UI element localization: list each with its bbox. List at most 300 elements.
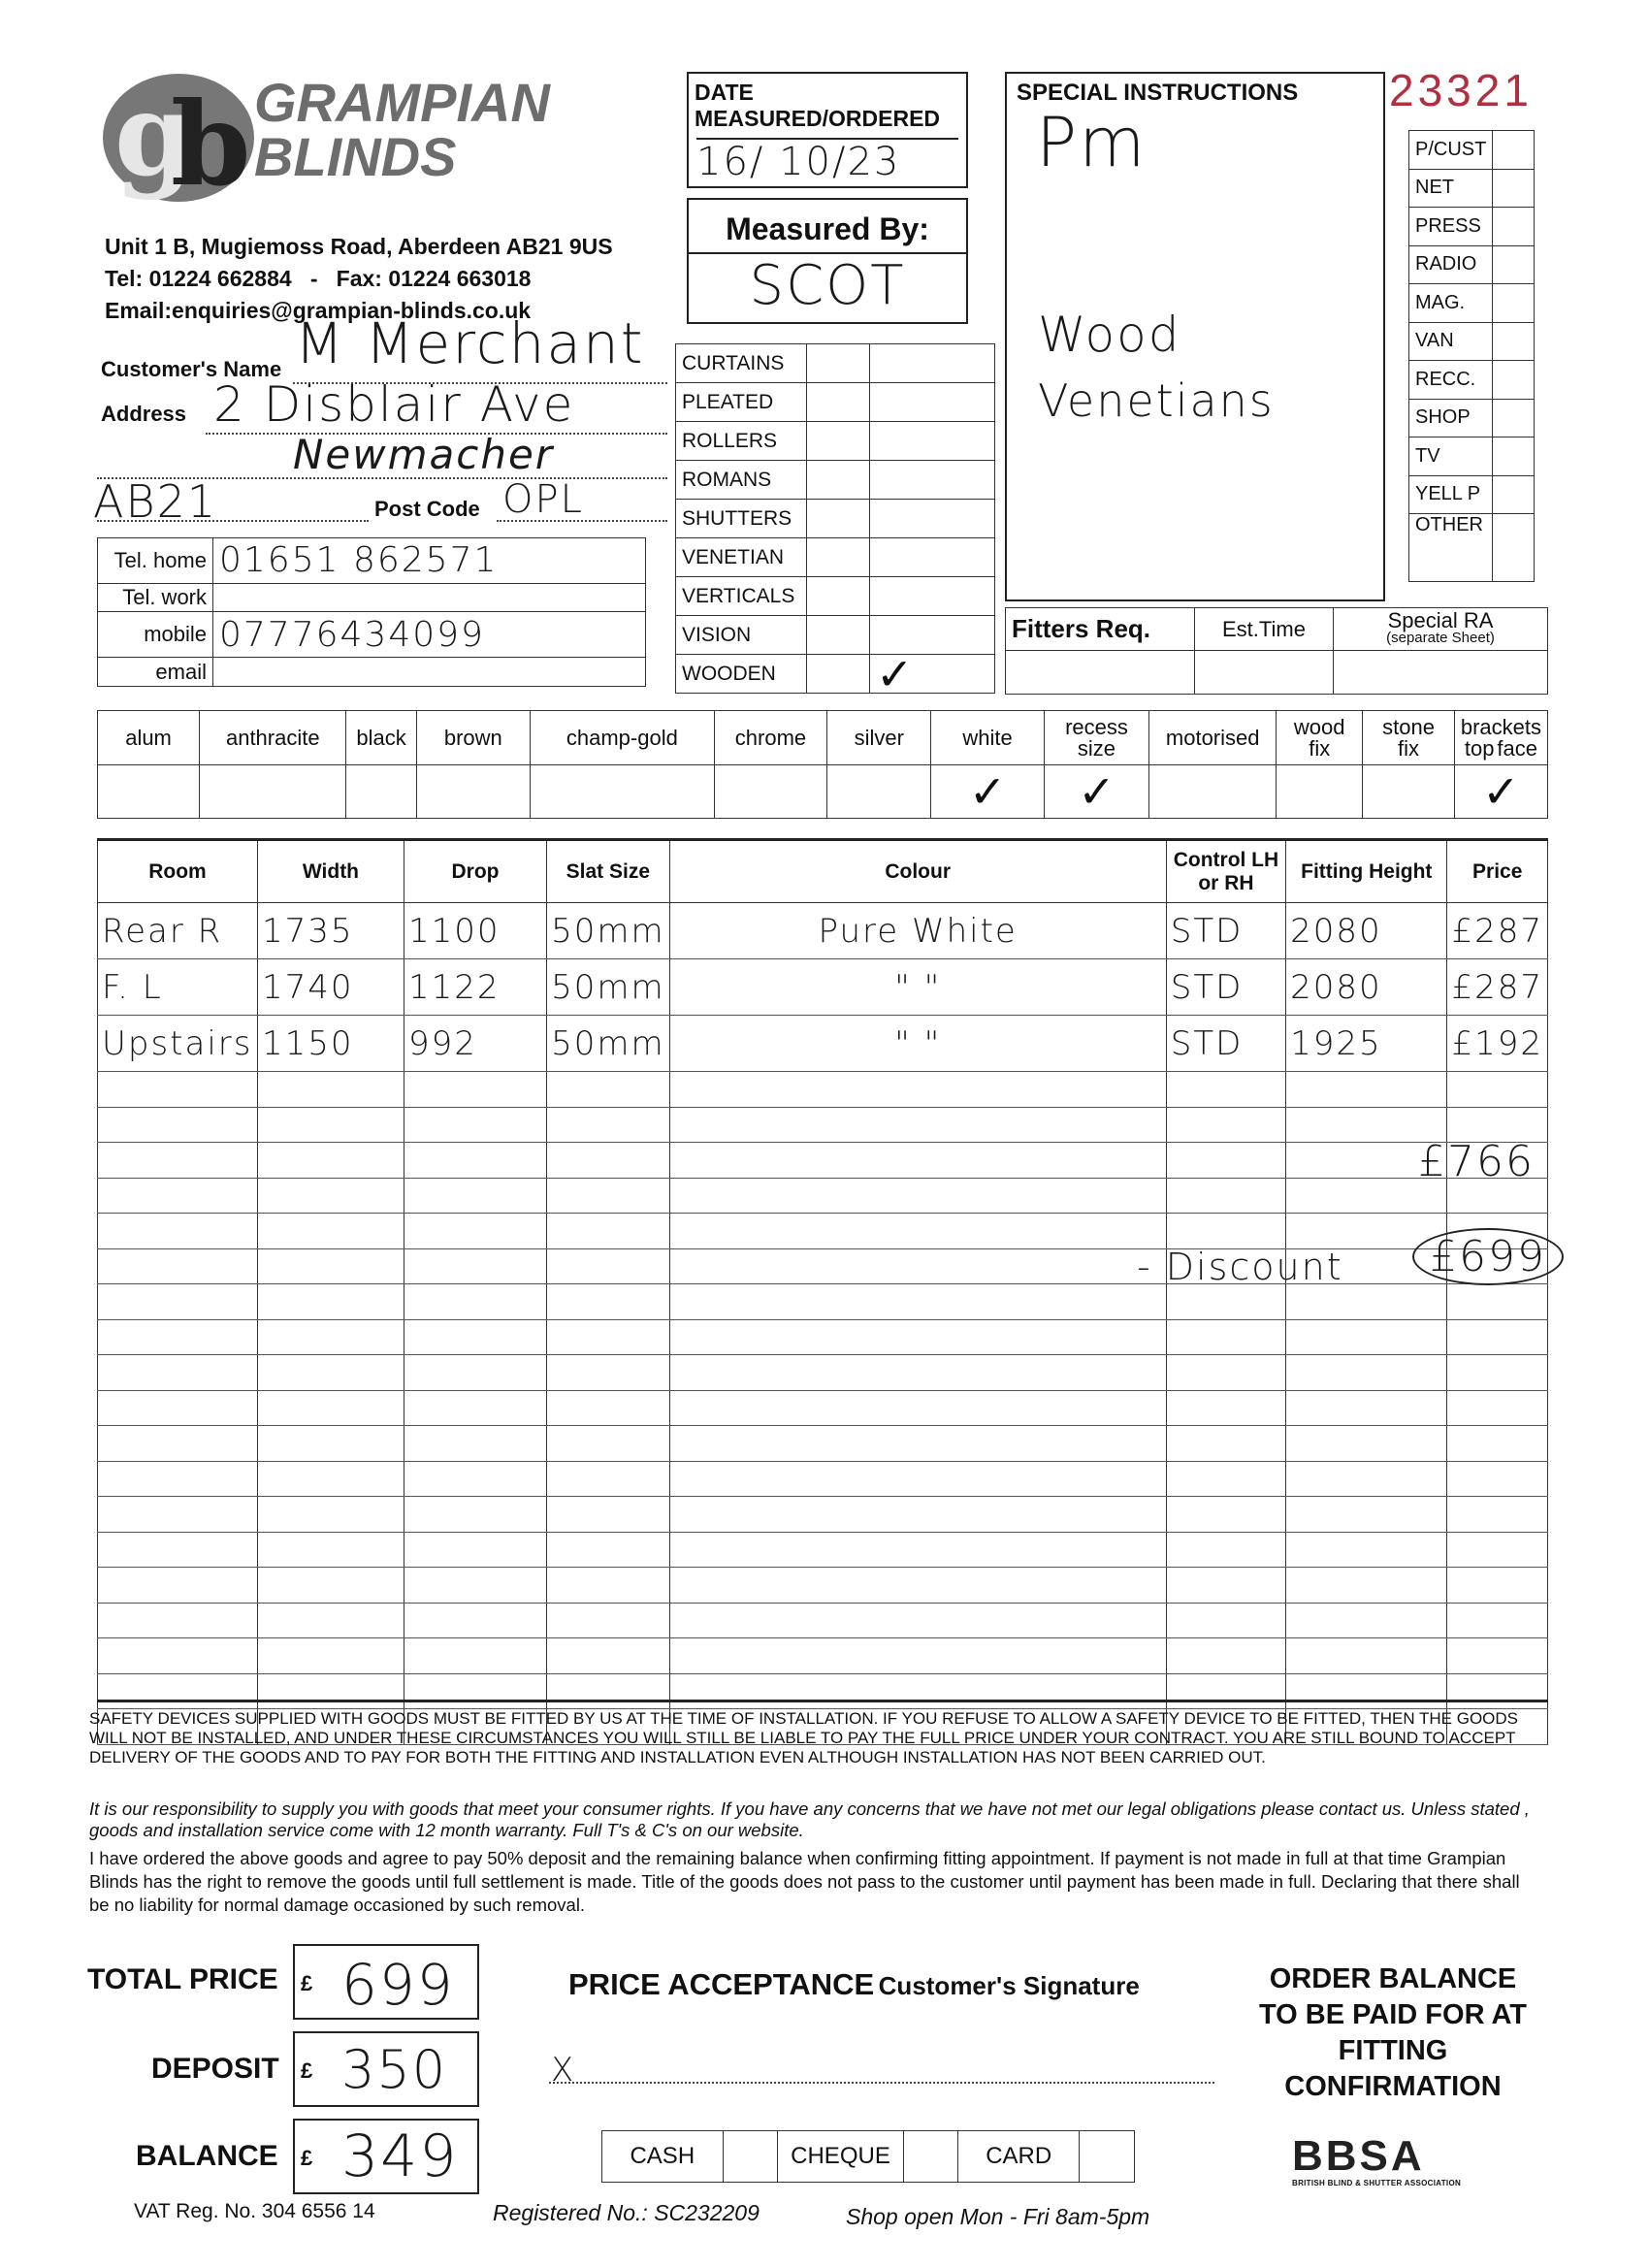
source-list [1408,130,1535,582]
special-ra-value[interactable] [1334,651,1548,695]
source-label: NET [1409,169,1493,208]
cell-control[interactable] [1166,1568,1285,1604]
deposit-value[interactable]: 350 [341,2039,448,2100]
cell-height[interactable] [1286,1673,1447,1709]
postcode-value[interactable]: OPL [502,477,584,522]
cell-height[interactable] [1286,1568,1447,1604]
cell-room[interactable]: Upstairs [98,1016,258,1072]
cell-room[interactable] [98,1072,258,1108]
terms-safety: SAFETY DEVICES SUPPLIED WITH GOODS MUST BE FITTED BY US AT THE TIME OF INSTALLATION. IF YOU REFUSE TO ALLOW A SAFETY DEVICE TO BE FITTED, THEN THE GOODS WILL NOT BE INSTALLED, AND UNDER THESE CIRCUMSTANCES YOU WILL STILL BE LIABLE TO PAY THE FULL PRICE UNDER YOUR CONTRACT. YOU ARE STILL BOUND TO ACCEPT DELIVERY OF THE GOODS AND TO PAY FOR BOTH THE FITTING AND INSTALLATION EVEN ALTHOUGH INSTALLATION HAS NOT BEEN CARRIED OUT. [89,1709,1519,1766]
cell-control[interactable] [1166,1532,1285,1568]
mobile-value[interactable]: 07776434099 [213,612,646,658]
cell-slat[interactable] [547,1178,670,1214]
cell-colour[interactable] [669,1603,1166,1638]
cell-slat[interactable] [547,1426,670,1462]
customer-name-value[interactable]: M Merchant [295,310,645,376]
email-label: email [98,658,213,687]
brackets-label: brackets [1460,714,1541,739]
cell-colour[interactable] [669,1426,1166,1462]
cell-control[interactable] [1166,1107,1285,1143]
discount-label: - Discount [1137,1246,1343,1288]
options-table [97,710,1548,819]
cell-room[interactable] [98,1107,258,1143]
source-checkbox[interactable] [1493,131,1535,170]
special-instructions-label: SPECIAL INSTRUCTIONS [1017,80,1299,106]
cell-room[interactable] [98,1390,258,1426]
cell-drop[interactable] [404,1214,546,1249]
cell-slat[interactable]: 50mm [547,903,670,959]
cell-colour[interactable] [669,1178,1166,1214]
product-type-cell[interactable] [807,655,870,694]
measured-by-value[interactable]: SCOT [749,254,906,317]
table-row [98,1673,1548,1709]
option-check[interactable] [416,765,530,819]
cell-price[interactable] [1447,1532,1548,1568]
measurement-table [97,840,1548,1745]
product-type-check[interactable] [870,538,995,577]
cell-room[interactable] [98,1214,258,1249]
cell-drop[interactable] [404,1426,546,1462]
deposit-label: DEPOSIT [151,2053,279,2085]
address-line3[interactable]: AB21 [93,475,218,528]
company-email: Email:enquiries@grampian-blinds.co.uk [105,298,532,323]
cell-width[interactable] [257,1532,404,1568]
cell-slat[interactable] [547,1390,670,1426]
cell-width[interactable] [257,1284,404,1320]
column-header: Fitting Height [1286,841,1447,903]
table-row [98,1319,1548,1355]
product-type-label: ROLLERS [676,422,807,461]
special-instructions-box [1005,72,1385,601]
contact-table [97,537,646,687]
product-type-label: PLEATED [676,383,807,422]
cell-colour[interactable] [669,1319,1166,1355]
cell-control[interactable] [1166,1390,1285,1426]
table-row [98,959,1548,1016]
balance-currency: £ [301,2146,313,2170]
cell-room[interactable] [98,1178,258,1214]
table-row [98,1426,1548,1462]
total-label: TOTAL PRICE [87,1963,278,1995]
cell-width[interactable] [257,1426,404,1462]
cell-drop[interactable] [404,1532,546,1568]
cell-drop[interactable] [404,1178,546,1214]
source-checkbox[interactable] [1493,245,1535,284]
product-type-label: VERTICALS [676,577,807,616]
option-label: chrome [714,711,826,765]
cell-room[interactable] [98,1638,258,1674]
cell-drop[interactable] [404,1390,546,1426]
payment-card-checkbox[interactable] [1080,2131,1135,2183]
cell-width[interactable] [257,1673,404,1709]
product-type-check[interactable] [870,648,995,699]
cell-colour[interactable] [669,1390,1166,1426]
option-label: white [931,711,1044,765]
cell-colour[interactable] [669,1673,1166,1709]
cell-height[interactable] [1286,1603,1447,1638]
cell-price[interactable] [1447,1638,1548,1674]
source-label: YELL P [1409,475,1493,514]
customer-name-label: Customer's Name [101,357,282,381]
cell-width[interactable] [257,1638,404,1674]
cell-slat[interactable] [547,1532,670,1568]
check-mark-icon: ✓ [968,766,1007,817]
source-checkbox[interactable] [1493,169,1535,208]
cell-room[interactable] [98,1673,258,1709]
registered-number: Registered No.: SC232209 [493,2200,760,2225]
cell-colour[interactable] [669,1355,1166,1391]
cell-height[interactable] [1286,1426,1447,1462]
product-type-check[interactable] [870,383,995,422]
product-type-label: ROMANS [676,461,807,500]
product-type-label: CURTAINS [676,344,807,383]
payment-cash-label: CASH [602,2131,724,2183]
option-check[interactable] [1149,765,1277,819]
check-mark-icon: ✓ [1078,766,1116,817]
cell-drop[interactable] [404,1638,546,1674]
product-type-cell[interactable] [807,577,870,616]
acceptance-title: PRICE ACCEPTANCE [568,1967,875,2001]
cell-price[interactable] [1447,1497,1548,1533]
cell-price[interactable] [1447,1355,1548,1391]
column-header: Drop [404,841,546,903]
payment-cheque-checkbox[interactable] [903,2131,958,2183]
cell-colour[interactable] [669,1143,1166,1179]
column-header: Width [257,841,404,903]
source-checkbox[interactable] [1493,514,1535,582]
cell-drop[interactable] [404,1497,546,1533]
cell-room[interactable] [98,1248,258,1284]
cell-height[interactable] [1286,1355,1447,1391]
cell-width[interactable] [257,1568,404,1604]
product-type-cell[interactable] [807,461,870,500]
cell-price[interactable] [1447,1673,1548,1709]
table-bottom-rule [97,1700,1548,1702]
measured-by-box [687,198,968,324]
cell-control[interactable] [1166,1284,1285,1320]
cell-height[interactable] [1286,1532,1447,1568]
est-time-value[interactable] [1195,651,1334,695]
product-type-label: SHUTTERS [676,500,807,538]
option-check[interactable] [98,765,200,819]
cell-width[interactable] [257,1143,404,1179]
company-name: GRAMPIAN BLINDS [254,72,550,187]
cell-height[interactable] [1286,1638,1447,1674]
bracket-top-label: top [1464,735,1495,761]
address-label: Address [101,402,187,426]
cell-slat[interactable] [547,1284,670,1320]
cell-drop[interactable] [404,1072,546,1108]
product-type-cell[interactable] [807,500,870,538]
special-line2[interactable]: Wood [1038,307,1181,363]
cell-drop[interactable] [404,1248,546,1284]
option-check[interactable] [931,765,1044,819]
cell-drop[interactable] [404,1107,546,1143]
option-check[interactable] [827,765,931,819]
special-ra-sub: (separate Sheet) [1386,629,1495,646]
table-row [98,1072,1548,1108]
fitters-table [1005,607,1548,695]
special-line1[interactable]: Pm [1036,103,1148,182]
cell-colour[interactable] [669,1214,1166,1249]
cell-room[interactable]: Rear R [98,903,258,959]
cell-colour[interactable] [669,1072,1166,1108]
deposit-box [293,2031,479,2107]
bbsa-sub: BRITISH BLIND & SHUTTER ASSOCIATION [1292,2179,1462,2187]
product-type-cell[interactable] [807,616,870,655]
cell-price[interactable]: £287 [1447,903,1548,959]
cell-room[interactable] [98,1143,258,1179]
cell-width[interactable]: 1150 [257,1016,404,1072]
cell-control[interactable] [1166,1178,1285,1214]
cell-room[interactable] [98,1284,258,1320]
cell-drop[interactable] [404,1143,546,1179]
cell-slat[interactable] [547,1072,670,1108]
cell-width[interactable] [257,1178,404,1214]
table-row [98,1497,1548,1533]
cell-price[interactable] [1447,1461,1548,1497]
cell-control[interactable]: STD [1166,959,1285,1016]
cell-control[interactable] [1166,1603,1285,1638]
cell-control[interactable] [1166,1143,1285,1179]
cell-width[interactable]: 1735 [257,903,404,959]
cell-room[interactable] [98,1355,258,1391]
price-acceptance [568,1967,1140,2002]
product-type-cell[interactable] [807,383,870,422]
table-row [98,1355,1548,1391]
cell-width[interactable] [257,1497,404,1533]
source-checkbox[interactable] [1493,437,1535,476]
cell-height[interactable]: 2080 [1286,903,1447,959]
email-value[interactable] [213,658,646,687]
product-type-check[interactable] [870,344,995,383]
special-line3[interactable]: Venetians [1038,374,1275,427]
product-type-cell[interactable] [807,344,870,383]
cell-colour[interactable] [669,1497,1166,1533]
option-check[interactable] [346,765,416,819]
table-row [98,1143,1548,1179]
balance-box [293,2119,479,2194]
cell-drop[interactable]: 1100 [404,903,546,959]
cell-colour[interactable] [669,1284,1166,1320]
shop-hours: Shop open Mon - Fri 8am-5pm [846,2204,1150,2229]
cell-price[interactable]: £287 [1447,959,1548,1016]
option-check[interactable] [200,765,346,819]
est-time-label: Est.Time [1195,608,1334,651]
product-type-check[interactable] [870,577,995,616]
brackets-header [1454,711,1547,765]
cell-price[interactable] [1447,1319,1548,1355]
total-value[interactable]: 699 [341,1952,455,2018]
option-label: alum [98,711,200,765]
cell-drop[interactable] [404,1355,546,1391]
table-row [98,1461,1548,1497]
cell-slat[interactable] [547,1355,670,1391]
cell-slat[interactable]: 50mm [547,1016,670,1072]
cell-width[interactable] [257,1319,404,1355]
option-check[interactable] [1044,765,1148,819]
cell-colour[interactable] [669,1461,1166,1497]
cell-room[interactable] [98,1497,258,1533]
cell-width[interactable] [257,1603,404,1638]
signature-line[interactable] [549,2072,1214,2084]
cell-slat[interactable] [547,1143,670,1179]
address-line1[interactable]: 2 Disblair Ave [213,376,575,433]
source-label: P/CUST [1409,131,1493,170]
cell-price[interactable] [1447,1603,1548,1638]
acceptance-sub: Customer's Signature [878,1971,1140,2000]
source-checkbox[interactable] [1493,399,1535,437]
option-check[interactable] [1277,765,1363,819]
cell-colour[interactable] [669,1107,1166,1143]
product-type-check[interactable] [870,500,995,538]
cell-slat[interactable] [547,1603,670,1638]
svg-text:b: b [171,77,251,206]
cell-room[interactable] [98,1603,258,1638]
cell-height[interactable] [1286,1284,1447,1320]
cell-width[interactable] [257,1107,404,1143]
product-type-cell[interactable] [807,422,870,461]
cell-price[interactable] [1447,1072,1548,1108]
source-label: VAN [1409,322,1493,361]
terms-rights: It is our responsibility to supply you with goods that meet your consumer rights. If you have any concerns that we have not met our legal obligations please contact us. Unless stated , goods and installation service come with 12 month warranty. Full T's & C's on our website. [89,1798,1530,1840]
cell-drop[interactable]: 1122 [404,959,546,1016]
cell-drop[interactable] [404,1284,546,1320]
cell-drop[interactable] [404,1673,546,1709]
cell-room[interactable] [98,1461,258,1497]
product-type-check[interactable] [870,422,995,461]
brackets-check[interactable] [1454,765,1547,819]
cell-price[interactable] [1447,1426,1548,1462]
balance-note: ORDER BALANCE TO BE PAID FOR AT FITTING CONFIRMATION [1258,1963,1528,2102]
cell-control[interactable] [1166,1355,1285,1391]
cell-slat[interactable] [547,1497,670,1533]
cell-room[interactable] [98,1568,258,1604]
balance-value[interactable]: 349 [341,2122,459,2190]
tel-home-label: Tel. home [98,538,213,584]
cell-control[interactable] [1166,1319,1285,1355]
source-checkbox[interactable] [1493,284,1535,323]
cell-width[interactable]: 1740 [257,959,404,1016]
cell-control[interactable] [1166,1214,1285,1249]
source-checkbox[interactable] [1493,475,1535,514]
tel-work-value[interactable] [213,583,646,612]
cell-room[interactable] [98,1532,258,1568]
cell-height[interactable] [1286,1072,1447,1108]
cell-slat[interactable] [547,1248,670,1284]
cell-price[interactable] [1447,1284,1548,1320]
cell-height[interactable]: 1925 [1286,1016,1447,1072]
cell-width[interactable] [257,1248,404,1284]
source-checkbox[interactable] [1493,361,1535,400]
cell-control[interactable] [1166,1461,1285,1497]
option-label: brown [416,711,530,765]
cell-width[interactable] [257,1355,404,1391]
terms-order: I have ordered the above goods and agree to pay 50% deposit and the remaining balance when confirming fitting appointment. If payment is not made in full at that time Grampian Blinds has the right to remove the goods until full settlement is made. Title of the goods does not pass to the customer until payment has been made in full. Declaring that there shall be no liability for normal damage occasioned by such removal. [89,1848,1520,1915]
cell-height[interactable] [1286,1319,1447,1355]
cell-slat[interactable] [547,1673,670,1709]
cell-width[interactable] [257,1390,404,1426]
table-row [98,1390,1548,1426]
cell-price[interactable] [1447,1390,1548,1426]
date-value[interactable]: 16/ 10/23 [696,138,958,184]
cell-drop[interactable]: 992 [404,1016,546,1072]
svg-text:g: g [114,70,195,202]
cell-colour[interactable]: " " [669,959,1166,1016]
company-phones: Tel: 01224 662884 - Fax: 01224 663018 [105,266,532,291]
source-checkbox[interactable] [1493,322,1535,361]
tel-home-value[interactable]: 01651 862571 [213,538,646,584]
cell-colour[interactable] [669,1248,1166,1284]
cell-slat[interactable] [547,1107,670,1143]
cell-control[interactable] [1166,1497,1285,1533]
cell-colour[interactable]: Pure White [669,903,1166,959]
product-type-check[interactable] [870,461,995,500]
cell-slat[interactable] [547,1214,670,1249]
table-row [98,1603,1548,1638]
address-line2[interactable]: Newmacher [293,431,555,478]
product-type-cell[interactable] [807,538,870,577]
option-check[interactable] [714,765,826,819]
cell-room[interactable]: F. L [98,959,258,1016]
cell-control[interactable] [1166,1673,1285,1709]
cell-price[interactable]: £192 [1447,1016,1548,1072]
cell-height[interactable]: 2080 [1286,959,1447,1016]
fitters-req-value[interactable] [1006,651,1195,695]
special-ra-title: Special RA [1387,607,1494,632]
cell-control[interactable] [1166,1638,1285,1674]
cell-colour[interactable] [669,1638,1166,1674]
option-check[interactable] [1363,765,1455,819]
cell-slat[interactable] [547,1461,670,1497]
cell-slat[interactable] [547,1638,670,1674]
signature-mark: X [551,2051,576,2090]
cell-height[interactable] [1286,1461,1447,1497]
cell-drop[interactable] [404,1319,546,1355]
cell-control[interactable]: STD [1166,903,1285,959]
option-check[interactable] [530,765,714,819]
date-label: DATE MEASURED/ORDERED [695,80,941,131]
cell-slat[interactable] [547,1568,670,1604]
table-row [98,1638,1548,1674]
cell-control[interactable]: STD [1166,1016,1285,1072]
option-label: recess size [1044,711,1148,765]
cell-control[interactable] [1166,1072,1285,1108]
vat-number: VAT Reg. No. 304 6556 14 [134,2200,375,2222]
cell-width[interactable] [257,1072,404,1108]
total-currency: £ [301,1971,313,1995]
cell-control[interactable] [1166,1426,1285,1462]
cell-drop[interactable] [404,1461,546,1497]
cell-drop[interactable] [404,1568,546,1604]
cell-room[interactable] [98,1319,258,1355]
cell-colour[interactable] [669,1568,1166,1604]
subtotal: £766 [1418,1137,1535,1186]
payment-cash-checkbox[interactable] [723,2131,778,2183]
cell-colour[interactable]: " " [669,1016,1166,1072]
cell-height[interactable] [1286,1390,1447,1426]
cell-colour[interactable] [669,1532,1166,1568]
cell-drop[interactable] [404,1603,546,1638]
cell-slat[interactable]: 50mm [547,959,670,1016]
source-checkbox[interactable] [1493,208,1535,246]
cell-price[interactable] [1447,1568,1548,1604]
cell-slat[interactable] [547,1319,670,1355]
cell-height[interactable] [1286,1497,1447,1533]
cell-room[interactable] [98,1426,258,1462]
cell-width[interactable] [257,1214,404,1249]
cell-width[interactable] [257,1461,404,1497]
